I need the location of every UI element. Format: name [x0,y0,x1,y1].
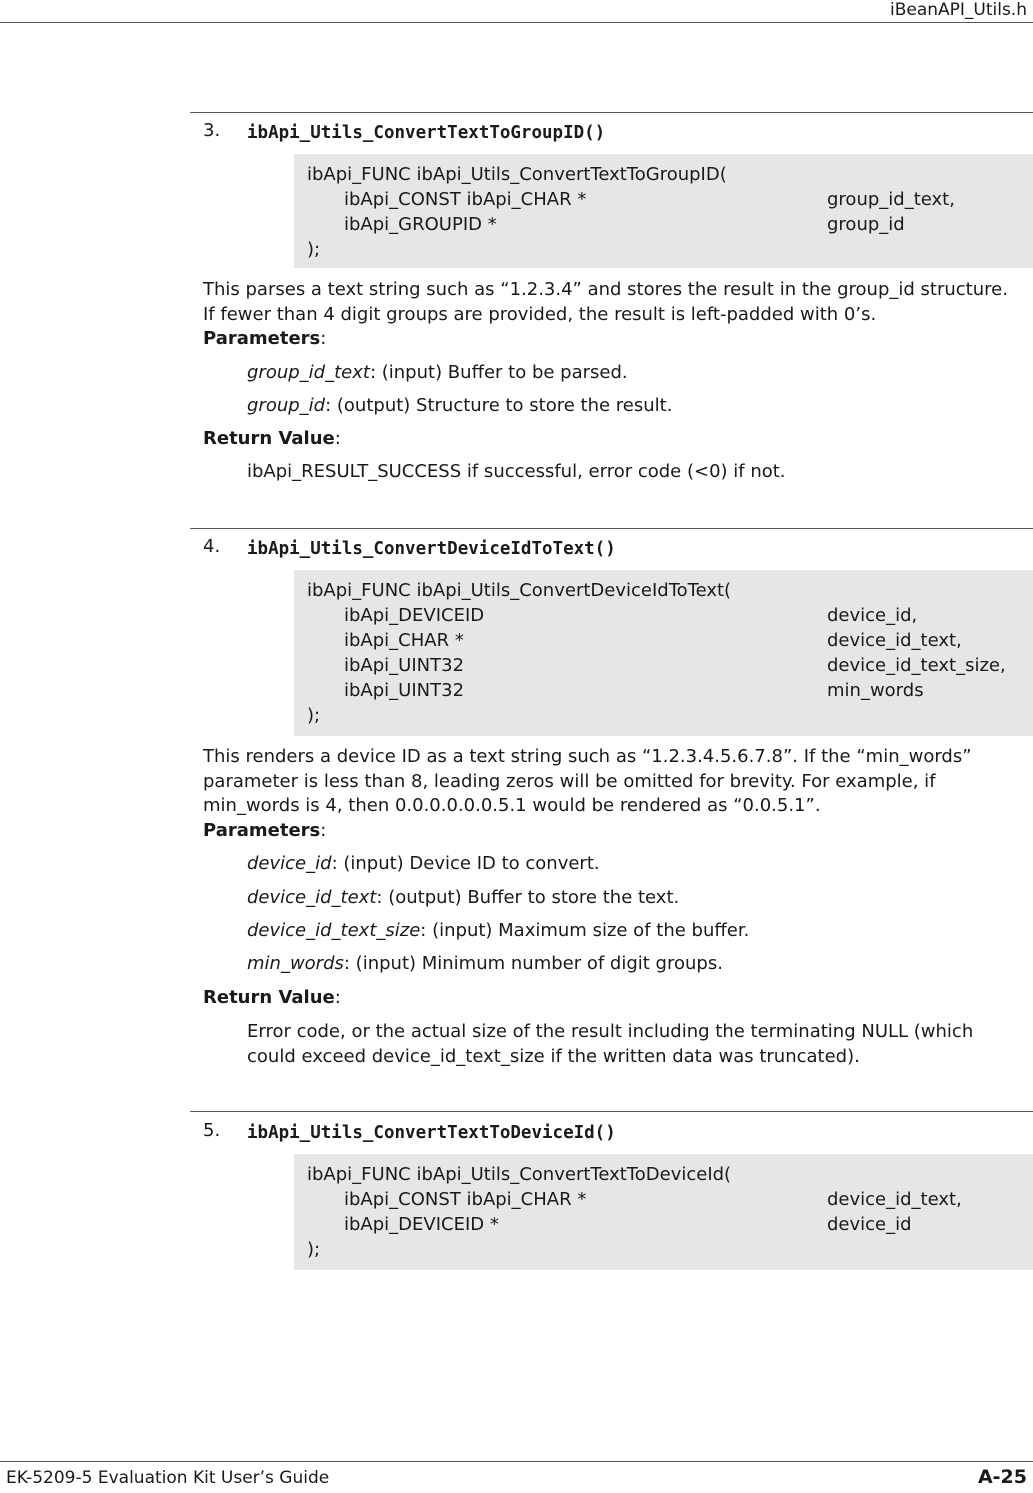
code-arg-type: ibApi_UINT32 [344,680,465,701]
code-arg-type: ibApi_GROUPID * [344,214,497,235]
code-arg-type: ibApi_DEVICEID [344,605,485,626]
return-value-text: Error code, or the actual size of the result including the terminating NULL (which could exceed device_id_text_size if the written data was truncated). [247,1021,974,1067]
code-signature-box [294,154,1033,268]
section-number: 3. [203,120,221,141]
code-open-line: ibApi_FUNC ibApi_Utils_ConvertDeviceIdToText( [307,580,732,601]
footer-rule [0,1461,1033,1462]
code-arg-name: device_id_text, [827,1189,962,1210]
code-arg-type: ibApi_DEVICEID * [344,1214,499,1235]
code-open-line: ibApi_FUNC ibApi_Utils_ConvertTextToGroupID( [307,164,727,185]
code-arg-type: ibApi_CHAR * [344,630,464,651]
section-divider [190,1111,1033,1112]
footer-document-title: EK-5209-5 Evaluation Kit User’s Guide [6,1468,330,1488]
code-arg-name: device_id_text_size, [827,655,1006,676]
section-divider [190,528,1033,529]
parameter-item: device_id_text: (output) Buffer to store the text. [247,887,680,908]
code-arg-name: group_id [827,214,905,235]
code-arg-name: min_words [827,680,924,701]
code-arg-name: device_id [827,1214,912,1235]
function-heading: ibApi_Utils_ConvertDeviceIdToText() [247,539,616,559]
code-close-line: ); [307,239,321,260]
code-arg-name: device_id, [827,605,918,626]
footer-page-number: A-25 [977,1466,1027,1488]
code-arg-type: ibApi_UINT32 [344,655,465,676]
code-signature-box [294,570,1033,736]
code-arg-name: device_id_text, [827,630,962,651]
parameter-item: group_id: (output) Structure to store the result. [247,395,673,416]
function-description: This renders a device ID as a text string such as “1.2.3.4.5.6.7.8”. If the “min_words” parameter is less than 8, leading zeros will be omitted for brevity. For example, if min_words is 4, then 0.0.0.0.0.0.5.1 would be rendered as “0.0.5.1”. [203,746,972,816]
parameter-item: min_words: (input) Minimum number of digit groups. [247,953,723,974]
function-heading: ibApi_Utils_ConvertTextToGroupID() [247,123,606,143]
parameter-item: device_id: (input) Device ID to convert. [247,853,600,874]
running-header-title: iBeanAPI_Utils.h [889,0,1027,20]
code-arg-type: ibApi_CONST ibApi_CHAR * [344,189,587,210]
parameter-item: group_id_text: (input) Buffer to be parsed. [247,362,628,383]
code-arg-name: group_id_text, [827,189,955,210]
code-signature-box [294,1154,1033,1270]
code-close-line: ); [307,1239,321,1260]
parameters-label: Parameters: [203,328,327,349]
code-open-line: ibApi_FUNC ibApi_Utils_ConvertTextToDeviceId( [307,1164,732,1185]
section-number: 5. [203,1120,221,1141]
function-description: This parses a text string such as “1.2.3.4” and stores the result in the group_id structure. If fewer than 4 digit groups are provided, the result is left-padded with 0’s. [203,279,1008,325]
section-divider [190,112,1033,113]
code-close-line: ); [307,705,321,726]
code-arg-type: ibApi_CONST ibApi_CHAR * [344,1189,587,1210]
parameter-item: device_id_text_size: (input) Maximum size of the buffer. [247,920,750,941]
return-value-label: Return Value: [203,987,341,1008]
return-value-label: Return Value: [203,428,341,449]
parameters-label: Parameters: [203,820,327,841]
return-value-text: ibApi_RESULT_SUCCESS if successful, error code (<0) if not. [247,461,786,482]
header-rule [0,22,1033,23]
function-heading: ibApi_Utils_ConvertTextToDeviceId() [247,1123,616,1143]
section-number: 4. [203,536,221,557]
